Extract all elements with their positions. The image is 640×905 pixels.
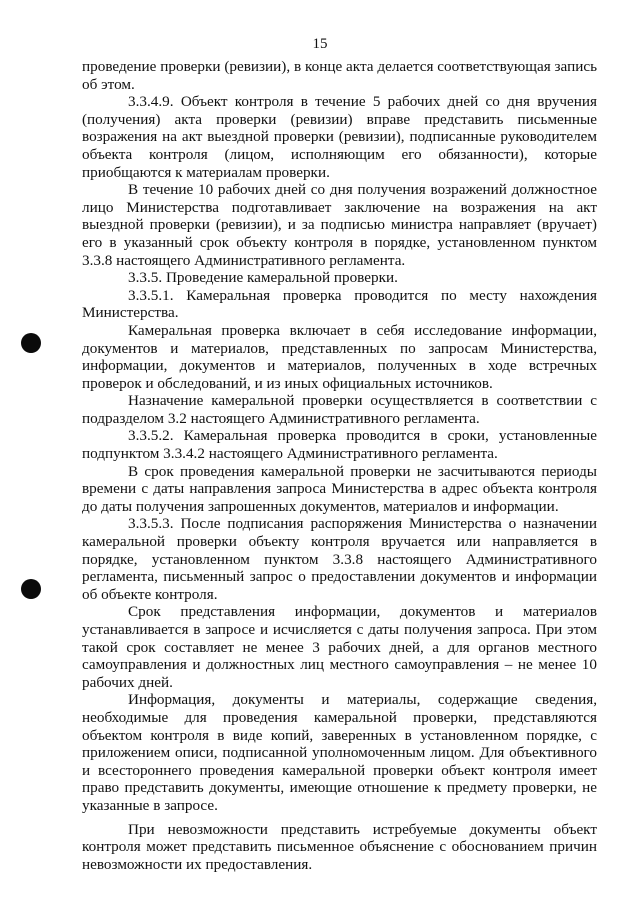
paragraph-submission-deadline: Срок представления информации, документов и материалов устанавливается в запросе и исчисляется с даты получения запроса. При этом такой срок составляет не менее 3 рабочих дней, а для органов местного самоуправления и должностных лиц местного самоуправления – не менее 10 рабочих дней. (82, 603, 597, 691)
punch-hole-mark (21, 333, 41, 353)
paragraph-desk-audit-scope: Камеральная проверка включает в себя исследование информации, документов и материалов, представленных по запросам Министерства, информации, документов и материалов, полученных в ходе встречных проверок и обследований, и из иных официальных источников. (82, 321, 597, 392)
paragraph-3-3-4-9: 3.3.4.9. Объект контроля в течение 5 рабочих дней со дня вручения (получения) акта проверки (ревизии) вправе представить письменные возражения на акт выездной проверки (ревизии), подписанные руководителем объекта контроля (лицом, исполняющим его обязанности), которые приобщаются к материалам проверки. (82, 93, 597, 181)
paragraph-written-explanation: При невозможности представить истребуемые документы объект контроля может представить письменное объяснение с обоснованием причин невозможности их предоставления. (82, 820, 597, 873)
document-body (82, 58, 597, 873)
paragraph-continuation: проведение проверки (ревизии), в конце акта делается соответствующая запись об этом. (82, 58, 597, 93)
paragraph-3-3-5-2: 3.3.5.2. Камеральная проверка проводится в сроки, установленные подпунктом 3.3.4.2 настоящего Административного регламента. (82, 427, 597, 463)
paragraph-3-3-5-3: 3.3.5.3. После подписания распоряжения Министерства о назначении камеральной проверки объекту контроля вручается или направляется в порядке, установленном пунктом 3.3.8 настоящего Административного регламента, письменный запрос о предоставлении документов и информации об объекте контроля. (82, 515, 597, 603)
paragraph-desk-audit-assignment: Назначение камеральной проверки осуществляется в соответствии с подразделом 3.2 настоящего Административного регламента. (82, 392, 597, 427)
paragraph-excluded-periods: В срок проведения камеральной проверки не засчитываются периоды времени с даты направления запроса Министерства в адрес объекта контроля до даты получения запрошенных документов, материалов и информации. (82, 462, 597, 515)
page-number: 15 (312, 36, 328, 52)
section-heading-3-3-5: 3.3.5. Проведение камеральной проверки. (128, 269, 398, 287)
punch-hole-mark (21, 579, 41, 599)
paragraph-3-3-5-1: 3.3.5.1. Камеральная проверка проводится по месту нахождения Министерства. (82, 286, 597, 322)
paragraph-required-information: Информация, документы и материалы, содержащие сведения, необходимые для проведения камеральной проверки, представляются объектом контроля в виде копий, заверенных в установленном порядке, с приложением описи, подписанной уполномоченным лицом. Для объективного и всестороннего проведения камеральной проверки объект контроля имеет право представить документы, имеющие отношение к предмету проверки, не указанные в запросе. (82, 691, 597, 814)
paragraph-objection-conclusion: В течение 10 рабочих дней со дня получения возражений должностное лицо Министерства подготавливает заключение на возражения на акт выездной проверки (ревизии), и за подписью министра направляет (вручает) его в указанный срок объекту контроля в порядке, установленном пунктом 3.3.8 настоящего Административного регламента. (82, 181, 597, 269)
